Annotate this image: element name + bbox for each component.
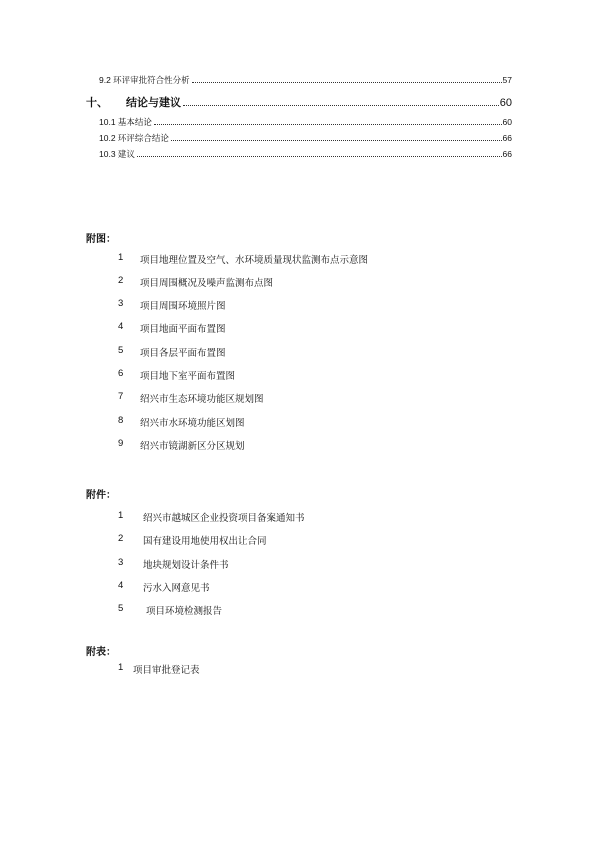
item-text: 绍兴市生态环境功能区规划图 xyxy=(140,394,264,405)
item-text: 绍兴市水环境功能区划图 xyxy=(140,418,245,429)
item-text: 污水入网意见书 xyxy=(143,583,210,594)
item-text: 绍兴市越城区企业投资项目备案通知书 xyxy=(143,513,305,524)
item-number: 6 xyxy=(118,368,124,379)
toc-entry-page: 60 xyxy=(499,97,512,109)
figure-list-item xyxy=(118,438,245,452)
toc-leader-dots xyxy=(154,124,502,125)
figure-list-item xyxy=(118,345,226,359)
attachment-list-item xyxy=(118,510,305,524)
toc-entry[interactable] xyxy=(99,116,512,128)
toc-leader-dots xyxy=(137,156,502,157)
item-number: 3 xyxy=(118,298,124,309)
item-text: 项目环境检测报告 xyxy=(143,606,223,617)
figure-list-item xyxy=(118,391,264,405)
item-text: 地块规划设计条件书 xyxy=(143,560,229,571)
attachments-heading: 附件： xyxy=(86,490,116,501)
figure-list-item xyxy=(118,368,235,382)
attachment-list-item xyxy=(118,580,210,594)
item-text: 项目地面平面布置图 xyxy=(140,324,226,335)
toc-entry-page: 66 xyxy=(502,133,512,143)
item-number: 4 xyxy=(118,321,124,332)
attachment-list-item xyxy=(118,533,267,547)
item-text: 绍兴市镜湖新区分区规划 xyxy=(140,441,245,452)
toc-chapter-number: 十、 xyxy=(86,97,108,109)
toc-leader-dots xyxy=(192,82,502,83)
toc-leader-dots xyxy=(183,105,499,106)
toc-entry-label: 10.2 环评综合结论 xyxy=(99,133,169,143)
table-list-item xyxy=(118,662,200,676)
tables-heading: 附表： xyxy=(86,647,116,658)
item-number: 1 xyxy=(118,510,124,521)
figure-list-item xyxy=(118,275,273,289)
attachment-list-item xyxy=(118,557,229,571)
item-text: 项目地理位置及空气、水环境质量现状监测布点示意图 xyxy=(140,255,369,266)
item-text: 国有建设用地使用权出让合同 xyxy=(143,536,267,547)
toc-entry-page: 57 xyxy=(502,75,512,85)
item-number: 5 xyxy=(118,345,124,356)
item-text: 项目各层平面布置图 xyxy=(140,348,226,359)
toc-entry-label: 结论与建议 xyxy=(126,97,181,109)
item-number: 7 xyxy=(118,391,124,402)
toc-leader-dots xyxy=(171,140,502,141)
figure-list-item xyxy=(118,415,245,429)
figure-list-item xyxy=(118,321,226,335)
figures-heading: 附图： xyxy=(86,234,116,245)
toc-entry-label: 10.3 建议 xyxy=(99,149,135,159)
item-number: 3 xyxy=(118,557,124,568)
toc-entry[interactable] xyxy=(99,148,512,160)
attachment-list-item xyxy=(118,603,222,617)
toc-entry-page: 60 xyxy=(502,117,512,127)
toc-entry-page: 66 xyxy=(502,149,512,159)
figure-list-item xyxy=(118,298,226,312)
item-number: 5 xyxy=(118,603,124,614)
toc-chapter-entry[interactable] xyxy=(86,94,512,110)
figure-list-item xyxy=(118,252,368,266)
item-number: 8 xyxy=(118,415,124,426)
item-number: 2 xyxy=(118,533,124,544)
item-number: 1 xyxy=(118,252,124,263)
item-number: 1 xyxy=(118,662,124,673)
item-text: 项目周围概况及噪声监测布点图 xyxy=(140,278,274,289)
item-text: 项目地下室平面布置图 xyxy=(140,371,236,382)
toc-entry-label: 10.1 基本结论 xyxy=(99,117,152,127)
item-number: 4 xyxy=(118,580,124,591)
item-text: 项目审批登记表 xyxy=(133,665,200,676)
toc-entry-label: 9.2 环评审批符合性分析 xyxy=(99,75,190,85)
toc-entry[interactable] xyxy=(99,132,512,144)
item-number: 2 xyxy=(118,275,124,286)
toc-entry[interactable] xyxy=(99,74,512,86)
item-text: 项目周围环境照片图 xyxy=(140,301,226,312)
item-number: 9 xyxy=(118,438,124,449)
